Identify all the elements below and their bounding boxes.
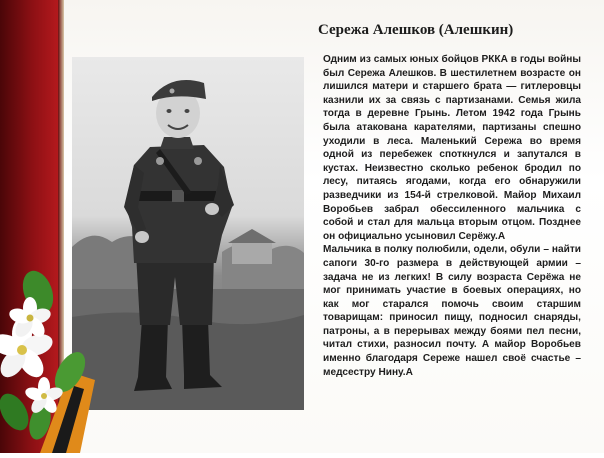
biography-paragraph: Мальчика в полку полюбили, одели, обули – найти сапоги 30-го размера в действующей армии – задача не из легких! В силу возраста Серёжа не мог принимать участие в боевых операциях, но как мог старался помочь своим старшим товарищам: приносил пищу, подносил снаряды, патроны, а в перерывах между боями пел песни, читал стихи, разносил почту. А майор Воробьев именно благодаря Сереже нашел своё счастье – медсестру Нину.А xyxy=(323,244,581,378)
biography-text xyxy=(323,53,581,379)
white-flowers-decoration xyxy=(0,262,120,453)
page-title: Сережа Алешков (Алешкин) xyxy=(318,22,514,38)
biography-paragraph: Одним из самых юных бойцов РККА в годы войны был Сережа Алешков. В шестилетнем возрасте он лишился матери и старшего брата — гитлеровцы казнили их за связь с партизанами. Семья жила тогда в деревне Грынь. Летом 1942 года Грынь была атакована карателями, партизаны спешно уходили в леса. Маленький Сережа во время одной из перебежек споткнулся и запутался в кустах. Неизвестно сколько ребенок бродил по лесу, питаясь ягодами, когда его обнаружили разведчики из 154-й стрелковой. Майор Михаил Воробьев забрал обессиленного мальчика с собой и стал для мальца вторым отцом. Позднее он официально усыновил Серёжу.А xyxy=(323,54,581,242)
